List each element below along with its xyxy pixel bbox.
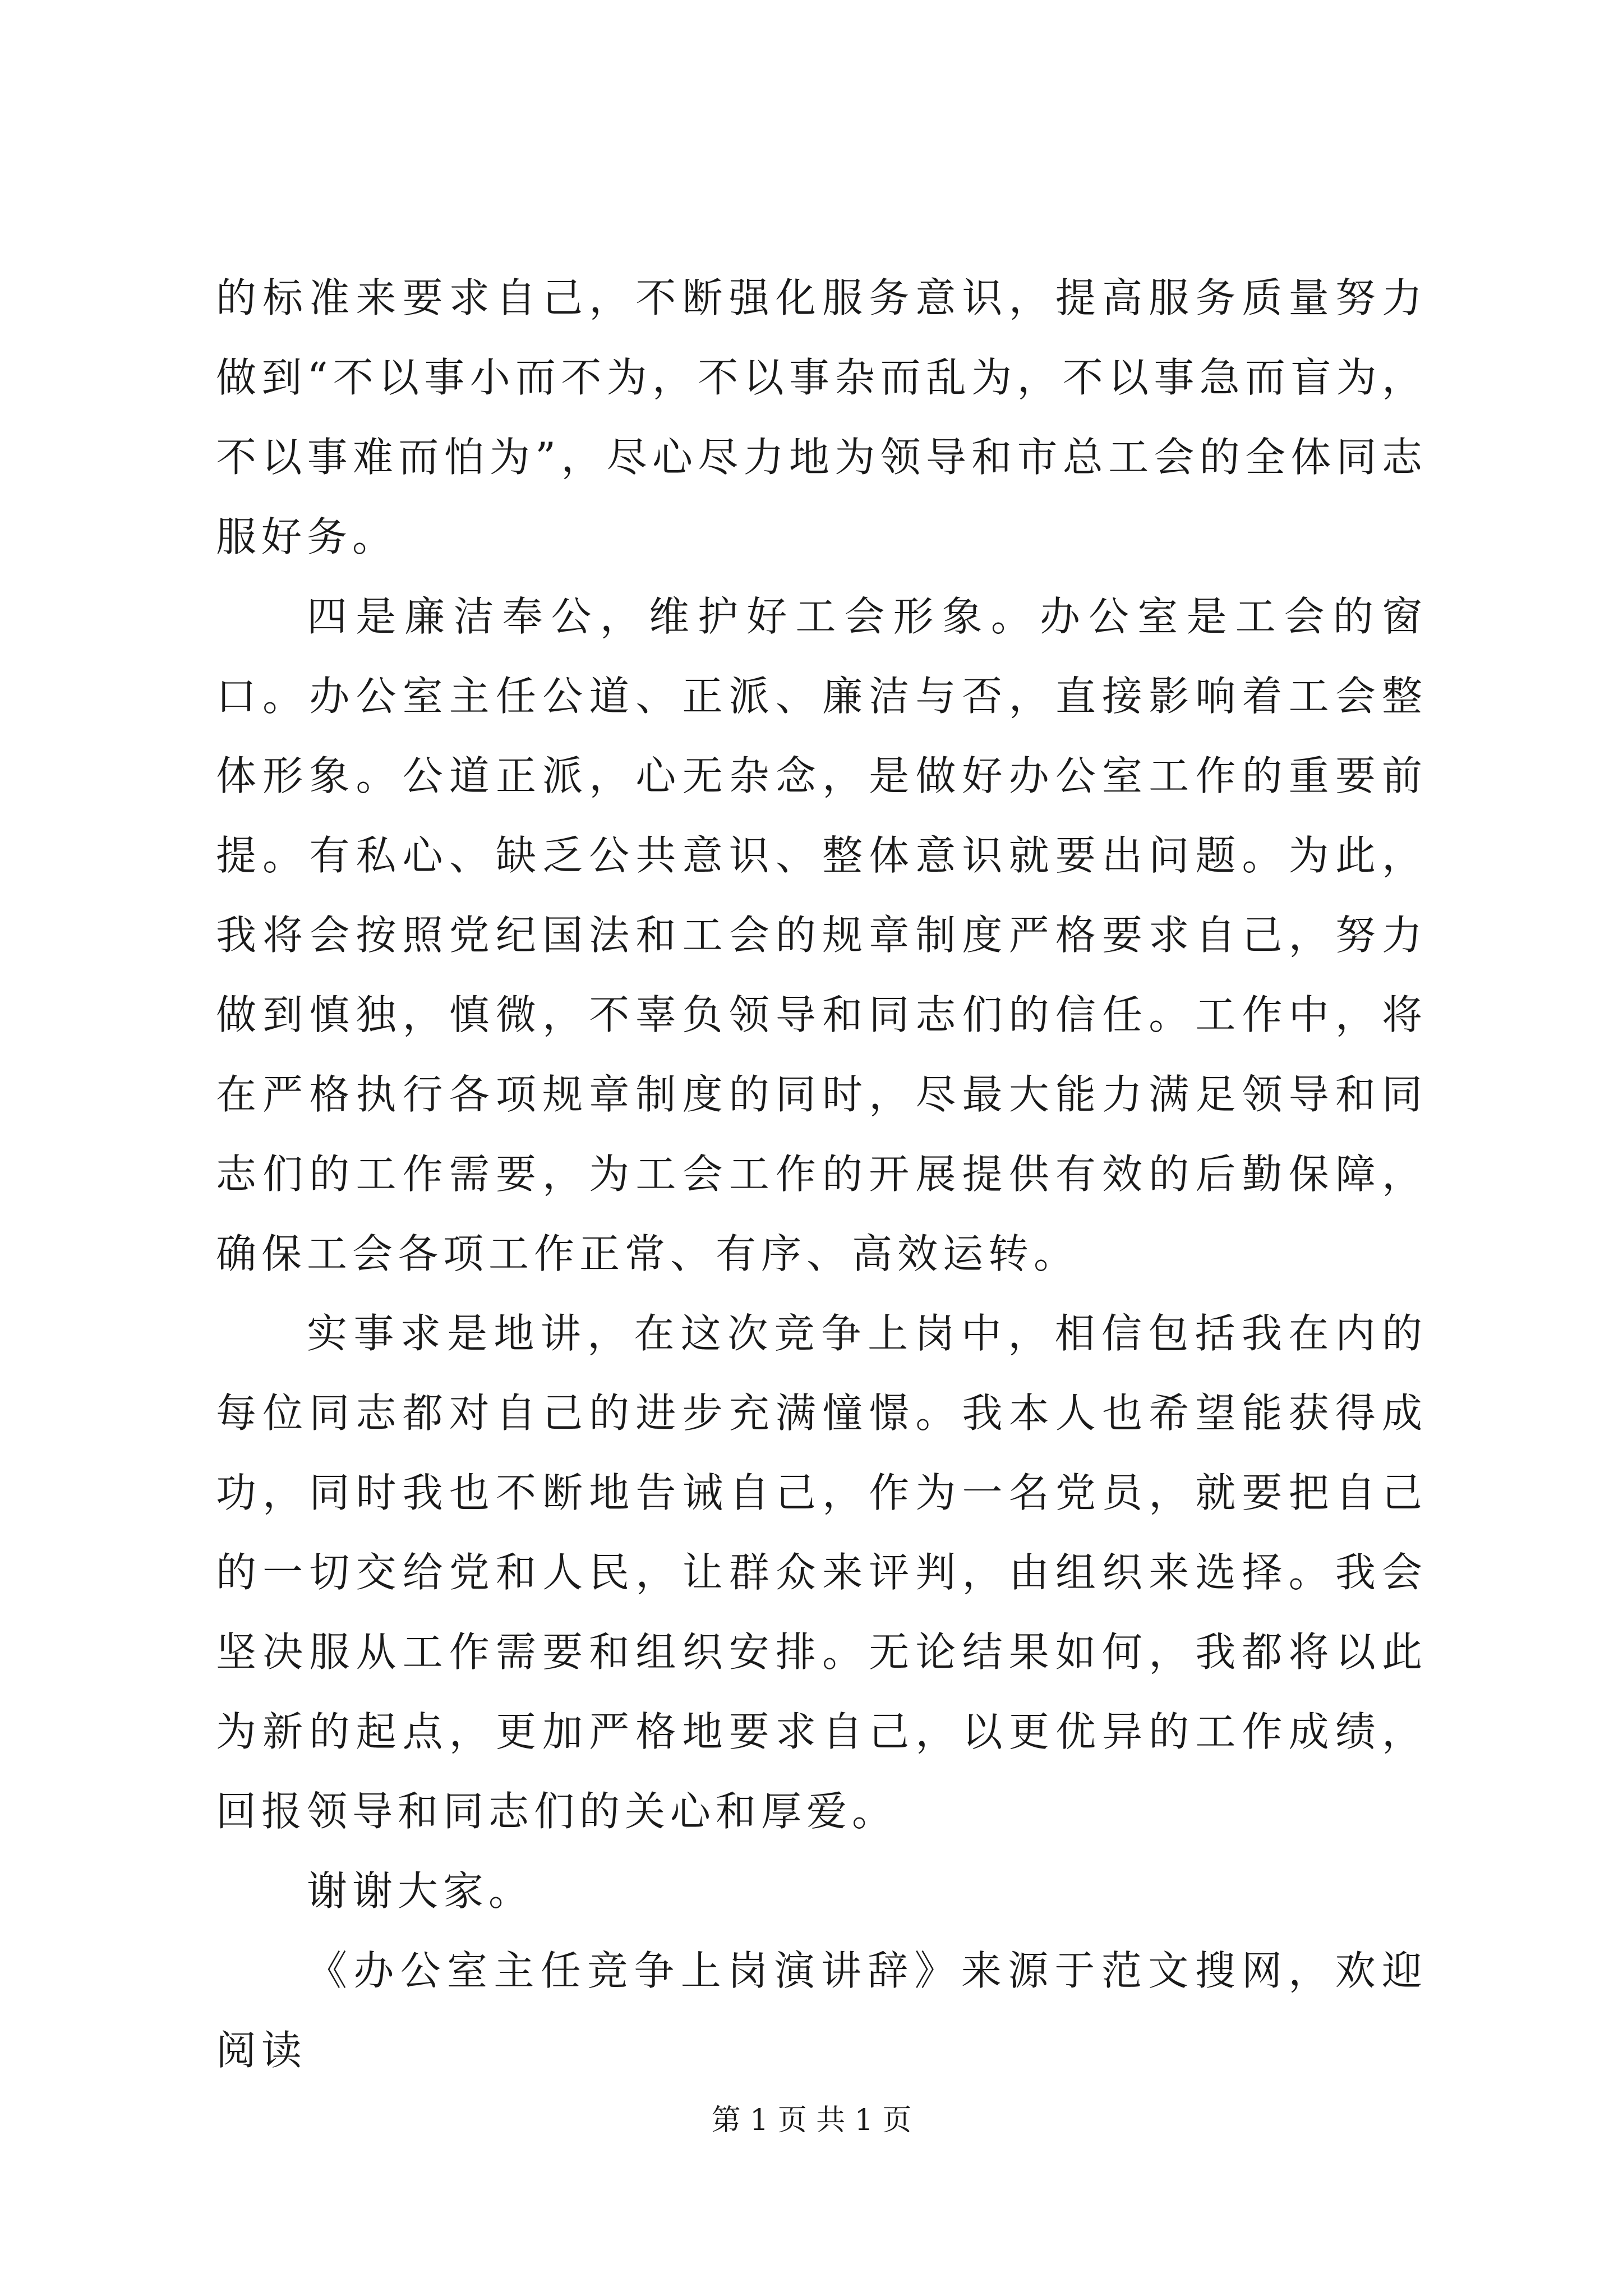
paragraph-5: 《办公室主任竞争上岗演讲辞》来源于范文搜网，欢迎阅读 (216, 1947, 1427, 2074)
document-body (216, 258, 1427, 2090)
paragraph-2: 四是廉洁奉公，维护好工会形象。办公室是工会的窗口。办公室主任公道、正派、廉洁与否，直接影响着工会整体形象。公道正派，心无杂念，是做好办公室工作的重要前提。有私心、缺乏公共意识、整体意识就要出问题。为此，我将会按照党纪国法和工会的规章制度严格要求自己，努力做到慎独，慎微，不辜负领导和同志们的信任。工作中，将在严格执行各项规章制度的同时，尽最大能力满足领导和同志们的工作需要，为工会工作的开展提供有效的后勤保障，确保工会各项工作正常、有序、高效运转。 (216, 593, 1427, 1277)
paragraph-3: 实事求是地讲，在这次竞争上岗中，相信包括我在内的每位同志都对自己的进步充满憧憬。我本人也希望能获得成功，同时我也不断地告诫自己，作为一名党员，就要把自己的一切交给党和人民，让群众来评判，由组织来选择。我会坚决服从工作需要和组织安排。无论结果如何，我都将以此为新的起点，更加严格地要求自己，以更优异的工作成绩，回报领导和同志们的关心和厚爱。 (216, 1310, 1427, 1835)
paragraph-4: 谢谢大家。 (307, 1867, 534, 1915)
paragraph-1: 的标准来要求自己，不断强化服务意识，提高服务质量努力做到“不以事小而不为，不以事杂而乱为，不以事急而盲为，不以事难而怕为”，尽心尽力地为领导和市总工会的全体同志服好务。 (216, 274, 1427, 560)
page-number-footer: 第 1 页 共 1 页 (711, 2104, 912, 2137)
